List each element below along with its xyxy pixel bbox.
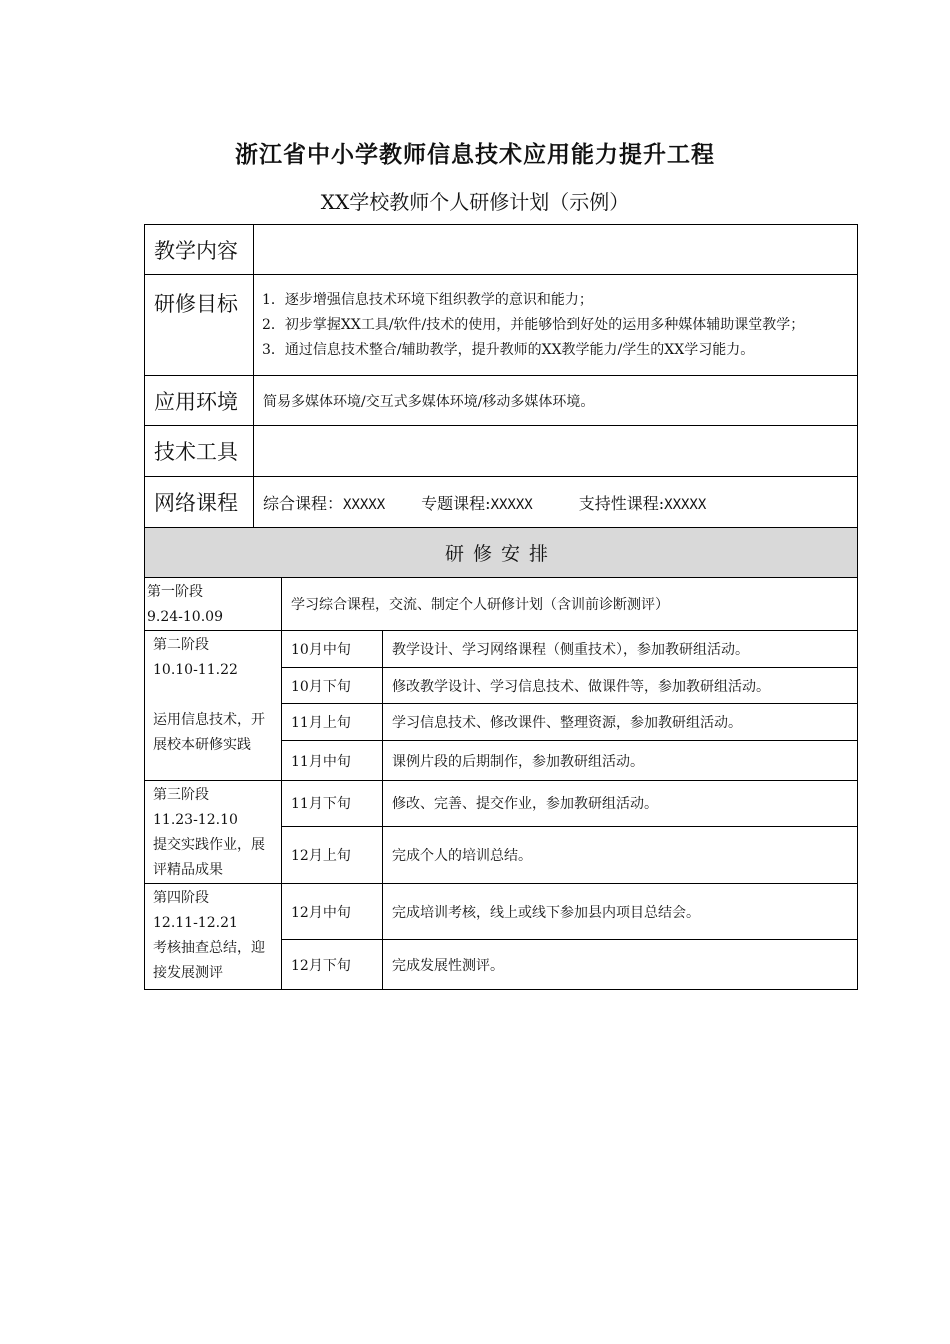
stage2-period-2: 10月下旬 — [282, 668, 383, 704]
stage2-cell — [145, 631, 282, 781]
row-courses — [145, 477, 858, 528]
stage3-name: 第三阶段 — [153, 787, 209, 803]
goal-item-2: 2．初步掌握XX工具/软件/技术的使用，并能够恰到好处的运用多种媒体辅助课堂教学； — [262, 316, 805, 333]
stage2-task-2: 修改教学设计、学习信息技术、做课件等，参加教研组活动。 — [383, 668, 858, 704]
stage1-cell — [145, 578, 282, 631]
goal-item-1: 1．逐步增强信息技术环境下组织教学的意识和能力； — [262, 291, 593, 308]
row-environment — [145, 376, 858, 426]
stage1-name: 第一阶段 — [147, 584, 203, 600]
stage2-period-1: 10月中旬 — [282, 631, 383, 668]
courses-value — [254, 477, 858, 528]
environment-value: 简易多媒体环境/交互式多媒体环境/移动多媒体环境。 — [254, 376, 858, 426]
teaching-content-value — [254, 225, 858, 275]
goals-list — [254, 275, 858, 376]
tools-value — [254, 426, 858, 477]
goal-item-3: 3．通过信息技术整合/辅助教学，提升教师的XX教学能力/学生的XX学习能力。 — [262, 341, 755, 358]
stage4-task-1: 完成培训考核，线上或线下参加县内项目总结会。 — [383, 884, 858, 940]
stage4-dates: 12.11-12.21 — [153, 915, 238, 931]
stage1-dates: 9.24-10.09 — [147, 609, 223, 625]
stage2-task-3: 学习信息技术、修改课件、整理资源，参加教研组活动。 — [383, 704, 858, 741]
stage2-task-4: 课例片段的后期制作，参加教研组活动。 — [383, 741, 858, 781]
stage1-row — [145, 578, 858, 631]
stage4-desc: 考核抽查总结，迎接发展测评 — [153, 940, 265, 981]
document-title: 浙江省中小学教师信息技术应用能力提升工程 — [235, 141, 715, 168]
support-course-value: XXXXX — [664, 496, 707, 513]
row-tools — [145, 426, 858, 477]
teaching-content-label: 教学内容 — [145, 225, 254, 275]
plan-info-table — [144, 224, 858, 578]
environment-label: 应用环境 — [145, 376, 254, 426]
stage4-task-2: 完成发展性测评。 — [383, 940, 858, 990]
row-schedule-header — [145, 528, 858, 578]
stage2-row-1 — [145, 631, 858, 668]
support-course-label: 支持性课程: — [578, 493, 665, 513]
stage2-period-3: 11月上旬 — [282, 704, 383, 741]
stage2-desc: 运用信息技术，开展校本研修实践 — [153, 712, 265, 753]
stage3-task-2: 完成个人的培训总结。 — [383, 826, 858, 883]
stage3-period-2: 12月上旬 — [282, 826, 383, 883]
stage3-period-1: 11月下旬 — [282, 781, 383, 827]
row-goals — [145, 275, 858, 376]
stage3-row-1 — [145, 781, 858, 827]
schedule-header: 研修安排 — [145, 528, 858, 578]
stage3-cell — [145, 781, 282, 884]
stage3-task-1: 修改、完善、提交作业，参加教研组活动。 — [383, 781, 858, 827]
special-course-label: 专题课程: — [421, 493, 491, 513]
stage4-cell — [145, 884, 282, 990]
stage2-dates: 10.10-11.22 — [153, 662, 238, 678]
row-teaching-content — [145, 225, 858, 275]
goals-label: 研修目标 — [145, 275, 254, 376]
stage3-dates: 11.23-12.10 — [153, 812, 238, 828]
stage4-name: 第四阶段 — [153, 890, 209, 906]
stage2-task-1: 教学设计、学习网络课程（侧重技术），参加教研组活动。 — [383, 631, 858, 668]
tools-label: 技术工具 — [145, 426, 254, 477]
stage4-row-1 — [145, 884, 858, 940]
stage4-period-2: 12月下旬 — [282, 940, 383, 990]
schedule-table — [144, 577, 858, 990]
stage2-period-4: 11月中旬 — [282, 741, 383, 781]
special-course-value: XXXXX — [490, 496, 533, 513]
document-subtitle: XX学校教师个人研修计划（示例） — [320, 190, 630, 214]
general-course-label: 综合课程： — [263, 493, 344, 513]
stage1-task: 学习综合课程，交流、制定个人研修计划（含训前诊断测评） — [282, 578, 858, 631]
stage2-name: 第二阶段 — [153, 637, 209, 653]
courses-label: 网络课程 — [145, 477, 254, 528]
stage3-desc: 提交实践作业，展评精品成果 — [153, 837, 265, 878]
general-course-value: XXXXX — [343, 496, 386, 513]
stage4-period-1: 12月中旬 — [282, 884, 383, 940]
